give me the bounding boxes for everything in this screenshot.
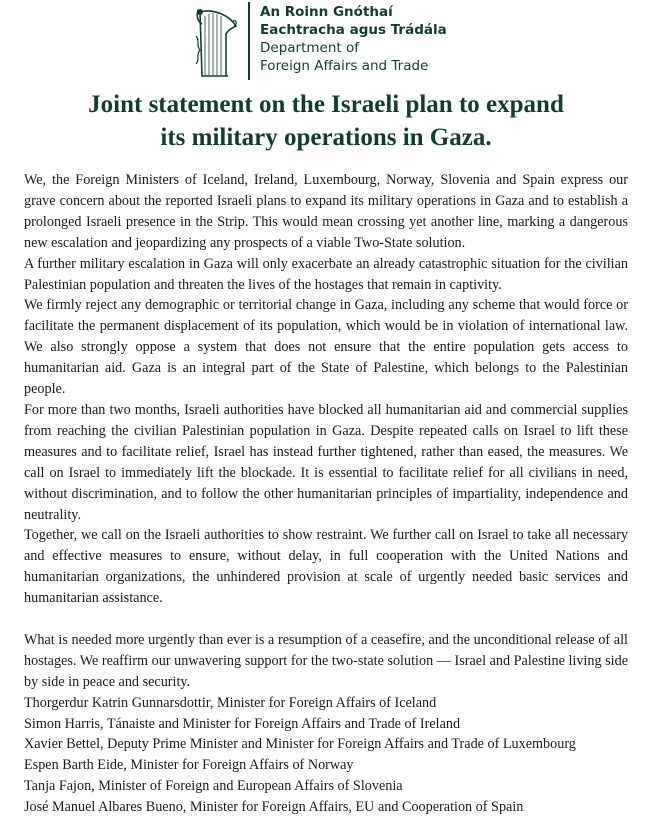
- department-header: [192, 2, 652, 82]
- signatory: Thorgerdur Katrin Gunnarsdottir, Minister for Foreign Affairs of Iceland: [24, 694, 437, 711]
- statement-title: [0, 88, 652, 154]
- paragraph: What is needed more urgently than ever is a resumption of a ceasefire, and the unconditional release of all hostages. We reaffirm our unwavering support for the two-state solution — Israel and Palestine living side by side in peace and security.: [24, 631, 628, 690]
- department-name: [260, 3, 447, 75]
- paragraph: A further military escalation in Gaza will only exacerbate an already catastrophic situation for the civilian Palestinian population and threaten the lives of the hostages that remain in captivity.: [24, 255, 628, 293]
- dept-line-irish-1: An Roinn Gnóthaí: [260, 4, 393, 20]
- dept-line-english-1: Department of: [260, 40, 359, 56]
- signatory: Tanja Fajon, Minister of Foreign and European Affairs of Slovenia: [24, 778, 403, 795]
- signatories-list: [24, 693, 628, 818]
- paragraph: Together, we call on the Israeli authorities to show restraint. We further call on Israel to take all necessary and effective measures to ensure, without delay, in full cooperation with the United Nations and humanitarian organizations, the unhindered provision at scale of urgently needed basic services and humanitarian assistance.: [24, 527, 628, 607]
- title-line-1: Joint statement on the Israeli plan to expand: [88, 91, 564, 118]
- header-divider: [248, 2, 250, 80]
- signatory: Simon Harris, Tánaiste and Minister for Foreign Affairs and Trade of Ireland: [24, 715, 461, 732]
- harp-icon: [192, 6, 240, 80]
- title-line-2: its military operations in Gaza.: [160, 124, 492, 151]
- dept-line-english-2: Foreign Affairs and Trade: [260, 58, 429, 74]
- signatory: José Manuel Albares Bueno, Minister for Foreign Affairs, EU and Cooperation of Spain: [24, 799, 524, 816]
- signatory: Xavier Bettel, Deputy Prime Minister and Minister for Foreign Affairs and Trade of Luxembourg: [24, 736, 576, 753]
- paragraph: For more than two months, Israeli authorities have blocked all humanitarian aid and commercial supplies from reaching the civilian Palestinian population in Gaza. Despite repeated calls on Israel to lift these measures and to facilitate relief, Israel has instead further tightened, rather than eased, the measures. We call on Israel to immediately lift the blockade. It is essential to facilitate relief for all civilians in need, without discrimination, and to follow the other humanitarian principles of impartiality, independence and neutrality.: [24, 401, 628, 523]
- paragraph: We firmly reject any demographic or territorial change in Gaza, including any scheme that would force or facilitate the permanent displacement of its population, which would be in violation of international law. We also strongly oppose a system that does not ensure that the entire population gets access to humanitarian aid. Gaza is an integral part of the State of Palestine, which belongs to the Palestinian people.: [24, 297, 628, 398]
- statement-body: [24, 170, 628, 818]
- dept-line-irish-2: Eachtracha agus Trádála: [260, 22, 447, 38]
- paragraph: We, the Foreign Ministers of Iceland, Ireland, Luxembourg, Norway, Slovenia and Spain express our grave concern about the reported Israeli plans to expand its military operations in Gaza and to establish a prolonged Israeli presence in the Strip. This would mean crossing yet another line, marking a dangerous new escalation and jeopardizing any prospects of a viable Two-State solution.: [24, 172, 628, 251]
- signatory: Espen Barth Eide, Minister for Foreign Affairs of Norway: [24, 757, 354, 774]
